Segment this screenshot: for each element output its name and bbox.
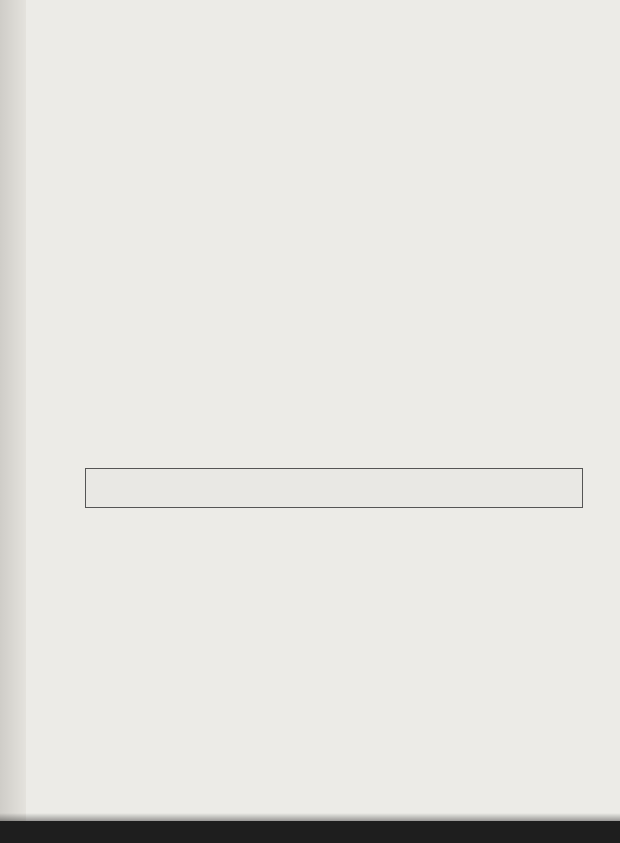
adjacent-page-edge xyxy=(0,0,26,843)
article-top-body xyxy=(88,133,588,135)
scan-bottom-edge xyxy=(0,821,620,843)
section-band xyxy=(85,468,583,508)
